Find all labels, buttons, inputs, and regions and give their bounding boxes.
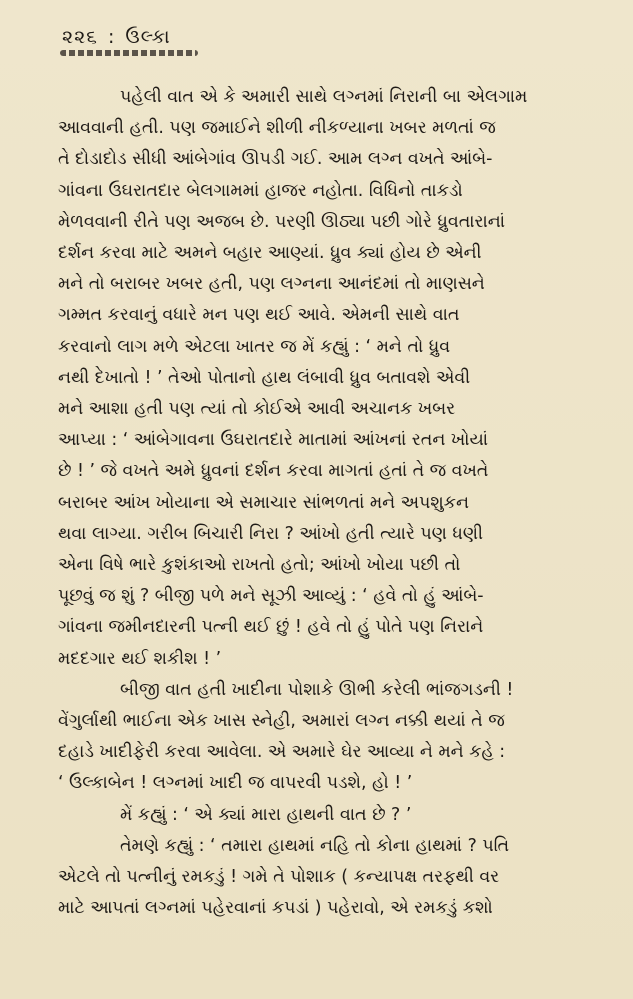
text-line: આવવાની હતી. પણ જમાઈને શીળી નીકળ્યાના ખબર મળતાં જ	[58, 118, 496, 139]
text-line: માટે આપતાં લગ્નમાં પહેરવાનાં કપડાં ) પહેરાવો, એ રમકડું કશો	[58, 898, 493, 919]
text-line: દહાડે ખાદીફેરી કરવા આવેલા. એ અમારે ઘેર આવ્યા ને મને કહે :	[58, 742, 506, 763]
running-title: ઉલ્કા	[125, 26, 171, 48]
text-line: પહેલી વાત એ કે અમારી સાથે લગ્નમાં નિરાની બા એલગામ	[120, 87, 528, 107]
body-text	[58, 82, 589, 924]
text-line: છે ! ’ જે વખતે અમે ધ્રુવનાં દર્શન કરવા માગતાં હતાં તે જ વખતે	[58, 461, 489, 482]
text-line: ગાંવના ઉઘરાતદાર બેલગામમાં હાજર નહોતા. વિધિનો તાકડો	[58, 180, 463, 201]
head-separator: :	[107, 26, 116, 48]
text-line: તેમણે કહ્યું : ‘ તમારા હાથમાં નહિ તો કોના હાથમાં ? પતિ	[120, 835, 510, 856]
text-line: દર્શન કરવા માટે અમને બહાર આણ્યાં. ધ્રુવ ક્યાં હોય છે એની	[58, 243, 482, 264]
text-line: એટલે તો પત્નીનું રમકડું ! ગમે તે પોશાક ( કન્યાપક્ષ તરફથી વર	[58, 867, 500, 888]
text-line: પૂછવું જ શું ? બીજી પળે મને સૂઝી આવ્યું : ‘ હવે તો હું આંબે-	[58, 586, 484, 607]
text-line: ગમ્મત કરવાનું વધારે મન પણ થઈ આવે. એમની સાથે વાત	[58, 305, 460, 326]
text-line: મેળવવાની રીતે પણ અજબ છે. પરણી ઊઠ્યા પછી ગોરે ધ્રુવતારાનાં	[58, 211, 505, 232]
text-line: એના વિષે ભારે કુશંકાઓ રાખતો હતો; આંખો ખોયા પછી તો	[58, 555, 461, 576]
paragraph	[58, 82, 589, 675]
text-line: બરાબર આંખ ખોયાના એ સમાચાર સાંભળતાં મને અપશુકન	[58, 492, 469, 513]
paragraph	[58, 831, 589, 925]
paragraph	[58, 675, 589, 800]
text-line: મને તો બરાબર ખબર હતી, પણ લગ્નના આનંદમાં તો માણસને	[58, 274, 485, 295]
header-rule	[60, 50, 198, 56]
text-line: ગાંવના જમીનદારની પત્ની થઈ છું ! હવે તો હું પોતે પણ નિરાને	[58, 617, 484, 638]
text-line: થવા લાગ્યા. ગરીબ બિચારી નિરા ? આંખો હતી ત્યારે પણ ધણી	[58, 523, 483, 544]
text-line: આપ્યા : ‘ આંબેગાવના ઉઘરાતદારે માતામાં આંખનાં રતન ખોયાં	[58, 430, 488, 451]
paragraph	[58, 800, 589, 831]
text-line: મને આશા હતી પણ ત્યાં તો કોઈએ આવી અચાનક ખબર	[58, 399, 456, 420]
text-line: વેંગુર્લાથી ભાઈના એક ખાસ સ્નેહી, અમારાં લગ્ન નક્કી થયાં તે જ	[58, 711, 505, 732]
running-head	[62, 26, 589, 48]
text-line: મદદગાર થઈ શકીશ ! ’	[58, 648, 222, 669]
text-line: તે દોડાદોડ સીધી આંબેગાંવ ઊપડી ગઈ. આમ લગ્ન વખતે આંબે-	[58, 149, 493, 170]
text-line: નથી દેખાતો ! ’ તેઓ પોતાનો હાથ લંબાવી ધ્રુવ બતાવશે એવી	[58, 367, 471, 388]
text-line: ‘ ઉલ્કાબેન ! લગ્નમાં ખાદી જ વાપરવી પડશે, હો ! ’	[58, 773, 413, 794]
page-number: ૨૨૬	[62, 26, 98, 48]
text-line: મેં કહ્યું : ‘ એ ક્યાં મારા હાથની વાત છે ? ’	[120, 804, 412, 825]
text-line: બીજી વાત હતી ખાદીના પોશાકે ઊભી કરેલી ભાંજગડની !	[120, 679, 514, 700]
text-line: કરવાનો લાગ મળે એટલા ખાતર જ મેં કહ્યું : ‘ મને તો ધ્રુવ	[58, 336, 451, 357]
